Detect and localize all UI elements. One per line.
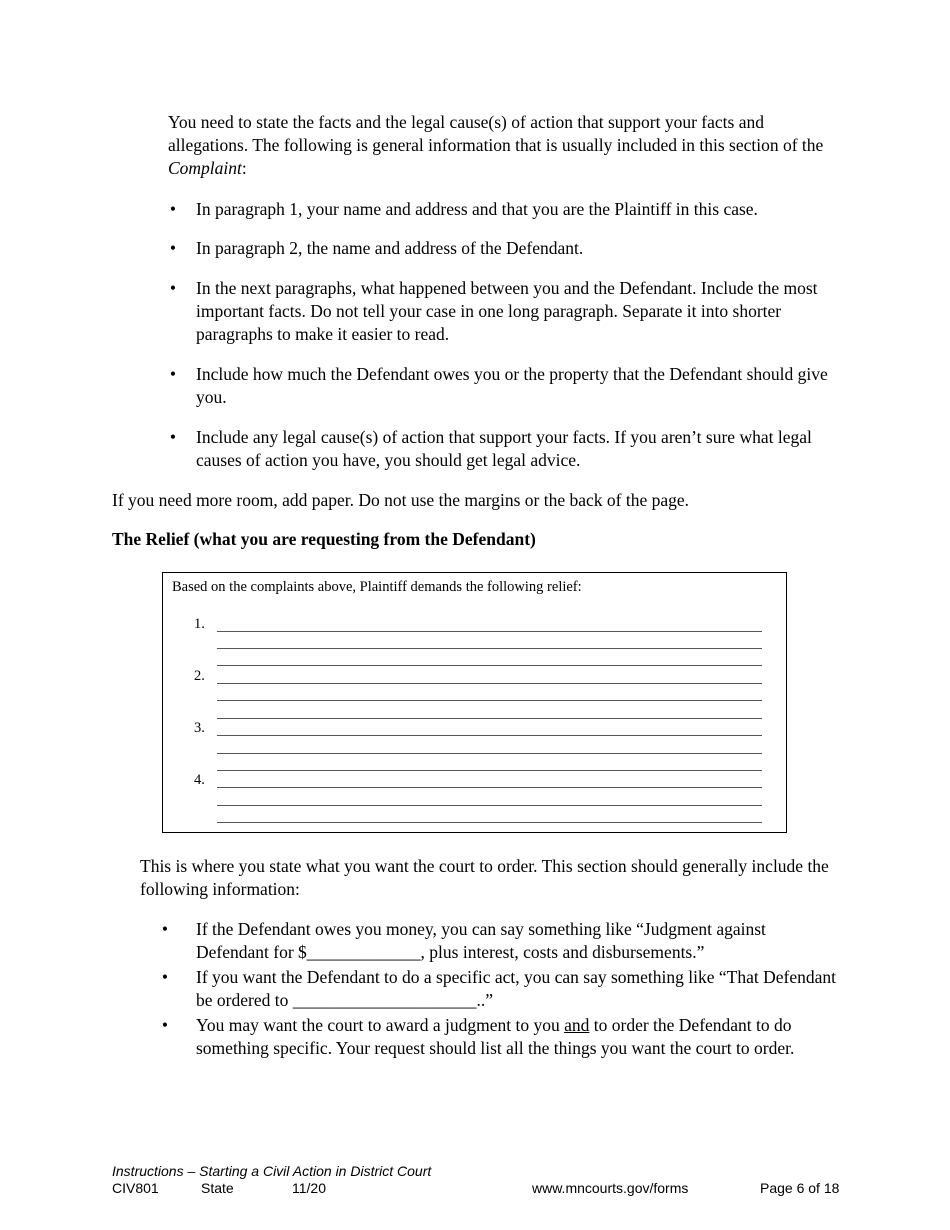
relief-line[interactable] (217, 648, 762, 649)
footer-title-text: Instructions – Starting a Civil Action in District Court (112, 1163, 432, 1179)
list-item (160, 918, 840, 964)
footer-title (112, 1163, 431, 1180)
relief-number: 1. (194, 616, 205, 632)
bullet-text: If you want the Defendant to do a specific act, you can say something like “That Defendant be ordered to _____________________..” (196, 967, 836, 1010)
relief-number: 4. (194, 772, 205, 788)
relief-line[interactable] (217, 700, 762, 701)
relief-line[interactable] (217, 631, 762, 632)
underlined-and: and (564, 1015, 590, 1035)
list-item (168, 198, 838, 221)
list-item (160, 966, 840, 1012)
bullet-text: In paragraph 2, the name and address of the Defendant. (196, 238, 584, 258)
bullet-icon: • (169, 427, 177, 447)
relief-line[interactable] (217, 805, 762, 806)
bullet-icon: • (169, 238, 177, 258)
footer-date: 11/20 (292, 1180, 326, 1196)
bullet-icon: • (169, 199, 177, 219)
relief-intro: This is where you state what you want the court to order. This section should generally include the following information: (140, 856, 829, 899)
complaint-italic: Complaint (168, 158, 242, 178)
relief-caption: Based on the complaints above, Plaintiff demands the following relief: (172, 579, 582, 595)
relief-form-box (162, 572, 787, 833)
relief-line[interactable] (217, 787, 762, 788)
relief-line[interactable] (217, 718, 762, 719)
bullet-icon: • (169, 364, 177, 384)
intro-colon: : (241, 158, 247, 178)
bullet-icon: • (161, 919, 169, 939)
footer-jurisdiction: State (201, 1180, 234, 1196)
bullet-text-part: to order the Defendant to do something specific. Your request should list all the things you want the court to order. (196, 1015, 795, 1058)
bullet-text: In paragraph 1, your name and address and that you are the Plaintiff in this case. (196, 199, 758, 219)
relief-number: 2. (194, 668, 205, 684)
bullet-text: Include any legal cause(s) of action that support your facts. If you aren’t sure what legal causes of action you have, you should get legal advice. (196, 427, 812, 470)
bullet-icon: • (161, 1015, 169, 1035)
bullet-text: If the Defendant owes you money, you can say something like “Judgment against Defendant for $_____________, plus interest, costs and disbursements.” (196, 919, 766, 962)
relief-line[interactable] (217, 735, 762, 736)
relief-number: 3. (194, 720, 205, 736)
relief-heading: The Relief (what you are requesting from the Defendant) (112, 529, 536, 549)
bullet-text: Include how much the Defendant owes you or the property that the Defendant should give you. (196, 364, 828, 407)
bullet-icon: • (169, 278, 177, 298)
list-item (168, 363, 838, 409)
list-item (168, 277, 838, 346)
relief-line[interactable] (217, 753, 762, 754)
list-item (168, 237, 838, 260)
footer-page-number: Page 6 of 18 (760, 1180, 840, 1196)
more-room-note: If you need more room, add paper. Do not use the margins or the back of the page. (112, 490, 690, 510)
list-item (168, 426, 838, 472)
list-item (160, 1014, 840, 1060)
relief-line[interactable] (217, 770, 762, 771)
relief-line[interactable] (217, 822, 762, 823)
bullet-icon: • (161, 967, 169, 987)
relief-line[interactable] (217, 665, 762, 666)
bullet-text-part: You may want the court to award a judgment to you (196, 1015, 565, 1035)
bullet-text (196, 1014, 840, 1060)
footer-form-code: CIV801 (112, 1180, 159, 1196)
footer-url[interactable]: www.mncourts.gov/forms (532, 1180, 689, 1196)
relief-line[interactable] (217, 683, 762, 684)
intro-paragraph (168, 111, 838, 180)
intro-text: You need to state the facts and the legal cause(s) of action that support your facts and allegations. The following is general information that is usually included in this section of the (168, 112, 824, 155)
bullet-text: In the next paragraphs, what happened between you and the Defendant. Include the most important facts. Do not tell your case in one long paragraph. Separate it into shorter paragraphs to make it easier to read. (196, 278, 818, 344)
